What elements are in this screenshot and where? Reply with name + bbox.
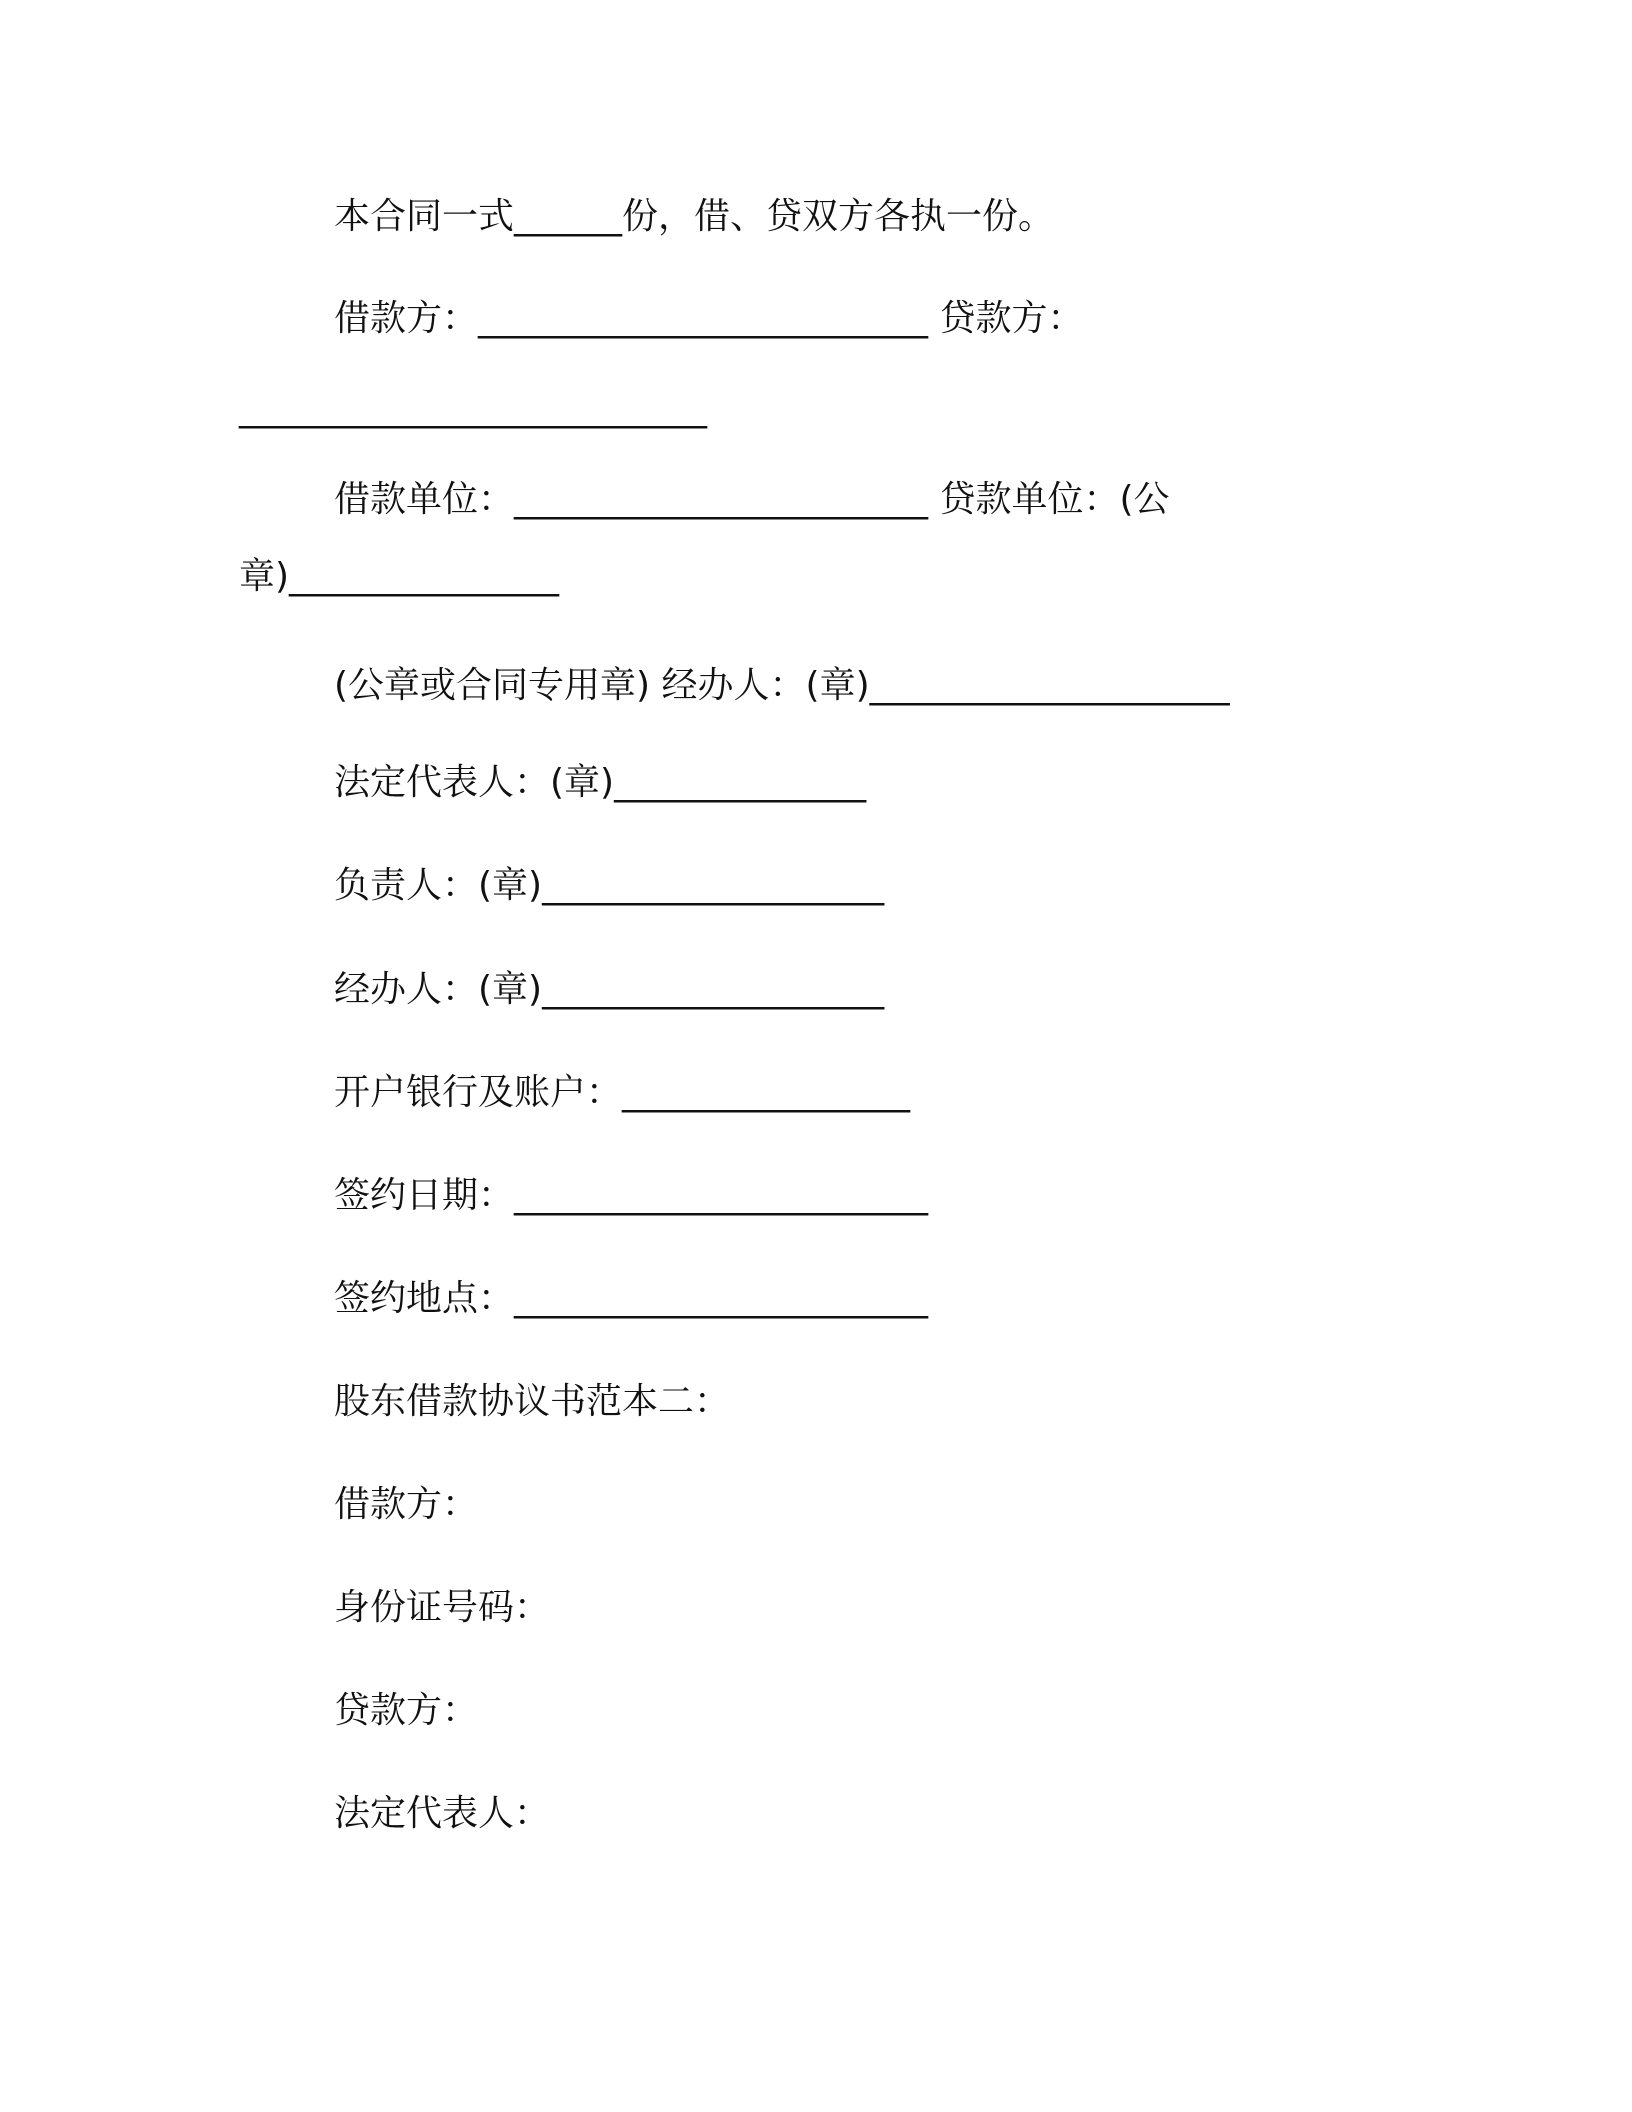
- signing-location-line: 签约地点：_______________________: [334, 1278, 929, 1319]
- template-two-heading: 股东借款协议书范本二：: [334, 1381, 731, 1422]
- seal-continuation-line: 章)_______________: [239, 556, 560, 597]
- signing-date-line: 签约日期：_______________________: [334, 1175, 929, 1216]
- lender-blank-line: __________________________: [239, 388, 707, 429]
- handler-seal-line: 经办人：(章)___________________: [334, 969, 885, 1010]
- copies-clause: 本合同一式______份，借、贷双方各执一份。: [334, 196, 1055, 237]
- bank-account-line: 开户银行及账户：________________: [334, 1072, 911, 1113]
- legal-representative-seal-line: 法定代表人：(章)______________: [334, 762, 867, 803]
- borrower-lender-line: 借款方：_________________________ 贷款方：: [334, 298, 1084, 339]
- official-seal-handler-line: (公章或合同专用章) 经办人：(章)____________________: [334, 665, 1230, 706]
- person-in-charge-line: 负责人：(章)___________________: [334, 865, 885, 906]
- lender-label: 贷款方：: [334, 1690, 479, 1731]
- id-number-label: 身份证号码：: [334, 1587, 551, 1628]
- borrower-unit-line: 借款单位：_______________________ 贷款单位：(公: [334, 479, 1170, 520]
- legal-representative-label: 法定代表人：: [334, 1793, 551, 1834]
- borrower-label: 借款方：: [334, 1484, 479, 1525]
